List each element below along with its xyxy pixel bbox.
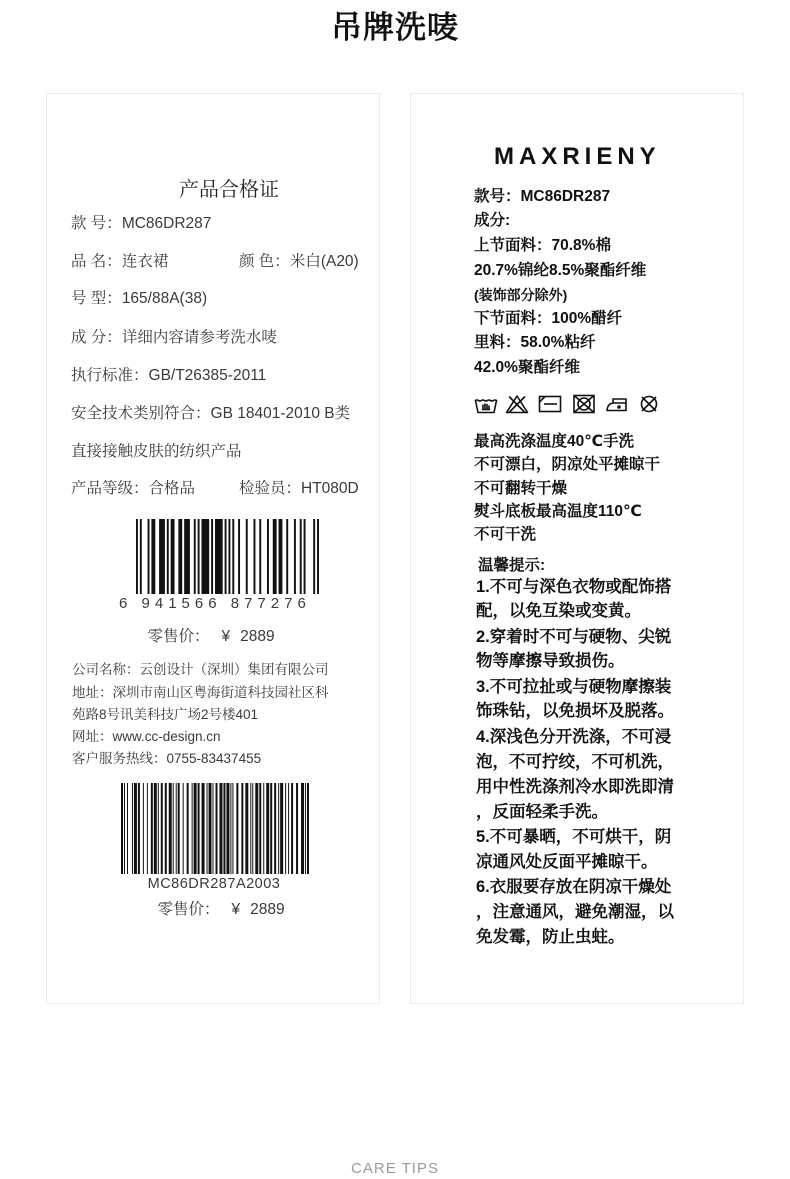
size-label: 号 型： [71, 290, 122, 307]
barcode-bar [207, 783, 208, 874]
barcode-bar [241, 783, 243, 874]
retail-price-amount: 2889 [240, 628, 275, 645]
tip-line: 泡，不可拧绞，不可机洗， [476, 753, 674, 771]
barcode-bar [136, 519, 138, 594]
size-value: 165/88A(38) [121, 290, 208, 307]
barcode-bar [138, 783, 140, 874]
safety-value: GB 18401-2010 B类 [210, 405, 351, 422]
sku-code: MC86DR287A2003 [147, 876, 281, 892]
barcode-bar [254, 519, 256, 594]
page-title: 吊牌洗唛 [331, 10, 459, 45]
barcode-bar [151, 783, 153, 874]
retail-price-2 [47, 900, 381, 920]
barcode-bar [280, 783, 283, 874]
tip-line: 2.穿着时不可与硬物、尖锐 [476, 628, 672, 646]
ean-digits: 6 941566 877276 [119, 595, 311, 612]
barcode-bar [215, 519, 223, 594]
currency-symbol: ¥ [221, 628, 231, 645]
composition-value: 详细内容请参考洗水唛 [121, 329, 277, 346]
company-hotline: 0755-83437455 [166, 751, 262, 766]
barcode-bar [259, 783, 261, 874]
barcode-bar [285, 783, 286, 874]
tip-line: 3.不可拉扯或与硬物摩擦装 [476, 678, 672, 696]
barcode-bar [154, 783, 157, 874]
barcode-bar [209, 783, 212, 874]
care-instruction: 熨斗底板最高温度110℃ [474, 503, 642, 520]
tip-line: 配，以免互染或变黄。 [476, 602, 641, 620]
barcode-bar [215, 783, 217, 874]
brand-logo: MAXRIENY [494, 143, 661, 170]
barcode-bar [223, 783, 225, 874]
barcode-bar [121, 783, 123, 874]
barcode-bar [159, 519, 165, 594]
care-instruction: 不可漂白，阴凉处平摊晾干 [474, 456, 661, 473]
barcode-bar [192, 783, 193, 874]
composition-line: 42.0%聚酯纤维 [474, 359, 580, 376]
composition-line: 下节面料：100%醋纤 [474, 310, 623, 327]
barcode-bar [291, 783, 293, 874]
tip-line: ，注意通风，避免潮湿，以 [476, 903, 674, 921]
inspector-label: 检验员： [239, 480, 302, 497]
barcode-bar [211, 519, 213, 594]
barcode-bar [266, 783, 269, 874]
company-website: www.cc-design.cn [112, 729, 221, 744]
barcode-bar [151, 519, 155, 594]
care-instruction: 不可翻转干燥 [474, 480, 568, 497]
barcode-bar [198, 519, 200, 594]
hang-tag-card [46, 93, 380, 1004]
barcode-bar [236, 783, 238, 874]
style-number-row [71, 214, 211, 234]
barcode-bar [286, 519, 288, 594]
barcode-bar [230, 783, 231, 874]
color-value: 米白(A20) [289, 253, 359, 270]
color-label: 颜 色： [239, 253, 290, 270]
care-instruction: 最高洗涤温度40℃手洗 [474, 433, 635, 450]
company-website-label: 网址： [72, 729, 113, 744]
barcode-bar [198, 783, 200, 874]
composition-line: 20.7%锦纶8.5%聚酯纤维 [474, 262, 647, 279]
barcode-bar [278, 783, 279, 874]
barcode-bar [169, 783, 172, 874]
safety-row [71, 404, 350, 424]
care-tips-heading: CARE TIPS [351, 1160, 439, 1177]
barcode-bar [294, 519, 296, 594]
composition-line: 里料：58.0%粘纤 [474, 334, 596, 351]
name-color-row [71, 252, 371, 272]
composition-line: 上节面料：70.8%棉 [474, 237, 611, 254]
barcode-bar [171, 519, 175, 594]
tip-line: 免发霉，防止虫蛀。 [476, 928, 625, 946]
size-row [71, 289, 207, 309]
barcode-bar [238, 519, 240, 594]
retail-price-label: 零售价： [147, 628, 210, 645]
retail-price-2-amount: 2889 [250, 901, 285, 918]
inspector-value: HT080D [301, 480, 359, 497]
currency-symbol: ¥ [231, 901, 241, 918]
barcode-bar [194, 783, 197, 874]
barcode-bar [132, 783, 133, 874]
barcode-bar [263, 783, 264, 874]
grade-label: 产品等级： [71, 480, 149, 497]
iron-low-icon [605, 394, 629, 414]
company-address-label: 地址： [72, 685, 113, 700]
company-name-label: 公司名称： [72, 662, 140, 677]
tip-line: 饰珠钻，以免损坏及脱落。 [476, 702, 674, 720]
company-name: 云创设计（深圳）集团有限公司 [139, 662, 329, 677]
barcode-bar [202, 783, 205, 874]
barcode-bar [183, 783, 184, 874]
barcode-bar [213, 783, 214, 874]
tip-line: 4.深浅色分开洗涤，不可浸 [476, 728, 672, 746]
no-tumble-dry-icon [572, 394, 596, 414]
sku-barcode [121, 783, 309, 874]
grade-value: 合格品 [148, 480, 196, 497]
barcode-bar [201, 519, 209, 594]
barcode-bar [225, 519, 227, 594]
ean-barcode [136, 519, 319, 594]
product-name-label: 品 名： [71, 253, 122, 270]
composition-label: 成 分： [71, 329, 122, 346]
care-style-number: 款号：MC86DR287 [474, 188, 611, 205]
standard-row [71, 366, 266, 386]
dry-flat-shade-icon [538, 394, 562, 414]
product-name-value: 连衣裙 [121, 253, 169, 270]
company-website-row [72, 728, 221, 746]
hang-tag-heading: 产品合格证 [179, 179, 279, 201]
barcode-bar [158, 783, 159, 874]
tip-line: 1.不可与深色衣物或配饰搭 [476, 578, 672, 596]
retail-price [47, 627, 381, 647]
barcode-bar [134, 783, 137, 874]
tip-line: ，反面轻柔手洗。 [476, 803, 608, 821]
company-hotline-label: 客户服务热线： [72, 751, 167, 766]
no-dry-clean-icon [637, 394, 661, 414]
grade-inspector-row [71, 479, 371, 499]
barcode-bar [246, 519, 248, 594]
barcode-bar [307, 783, 309, 874]
barcode-bar [300, 519, 302, 594]
standard-value: GB/T26385-2011 [148, 367, 267, 384]
barcode-bar [187, 783, 189, 874]
barcode-bar [147, 783, 148, 874]
style-number-value: MC86DR287 [121, 215, 212, 232]
hand-wash-icon [474, 394, 498, 414]
company-address-row [72, 684, 329, 702]
barcode-bar [270, 783, 272, 874]
barcode-bar [178, 519, 182, 594]
company-hotline-row [72, 750, 261, 768]
standard-label: 执行标准： [71, 367, 149, 384]
barcode-bar [167, 519, 169, 594]
barcode-bar [232, 783, 233, 874]
barcode-bar [267, 519, 269, 594]
barcode-bar [259, 519, 261, 594]
barcode-bar [232, 519, 234, 594]
barcode-bar [124, 783, 125, 874]
no-bleach-icon [505, 394, 529, 414]
barcode-bar [161, 783, 163, 874]
barcode-bar [250, 783, 251, 874]
care-label-card [410, 93, 744, 1004]
company-name-row [72, 661, 329, 679]
barcode-bar [304, 519, 306, 594]
barcode-bar [317, 519, 319, 594]
tip-line: 物等摩擦导致损伤。 [476, 652, 625, 670]
barcode-bar [176, 783, 177, 874]
style-number-label: 款 号： [71, 215, 122, 232]
barcode-bar [305, 783, 306, 874]
barcode-bar [165, 783, 167, 874]
tip-line: 凉通风处反面平摊晾干。 [476, 853, 658, 871]
barcode-bar [296, 783, 298, 874]
barcode-bar [279, 519, 283, 594]
safety-note: 直接接触皮肤的纺织产品 [71, 443, 242, 460]
retail-price-2-label: 零售价： [157, 901, 220, 918]
barcode-bar [252, 783, 253, 874]
tips-title: 温馨提示: [478, 557, 546, 574]
company-address-line2: 苑路8号讯美科技广场2号楼401 [72, 707, 259, 722]
barcode-bar [301, 783, 304, 874]
composition-title: 成分: [474, 212, 511, 229]
color-field [239, 252, 359, 272]
composition-line: (装饰部分除外) [474, 287, 568, 303]
barcode-bar [274, 783, 276, 874]
barcode-bar [173, 783, 174, 874]
barcode-bar [194, 519, 196, 594]
barcode-bar [313, 519, 315, 594]
barcode-bar [184, 519, 190, 594]
barcode-bar [143, 783, 144, 874]
barcode-bar [255, 783, 258, 874]
barcode-bar [219, 783, 222, 874]
barcode-bar [245, 783, 248, 874]
barcode-bar [226, 783, 229, 874]
safety-label: 安全技术类别符合： [71, 405, 211, 422]
company-address-line1: 深圳市南山区粤海街道科技园社区科 [112, 685, 329, 700]
tip-line: 6.衣服要存放在阴凉干燥处 [476, 878, 672, 896]
barcode-bar [140, 519, 142, 594]
barcode-bar [273, 519, 277, 594]
barcode-bar [127, 783, 128, 874]
barcode-bar [288, 783, 289, 874]
tip-line: 用中性洗涤剂冷水即洗即清 [476, 778, 674, 796]
inspector-field [239, 479, 359, 499]
care-instruction: 不可干洗 [474, 526, 537, 543]
tip-line: 5.不可暴晒，不可烘干，阴 [476, 828, 672, 846]
composition-row [71, 328, 277, 348]
barcode-bar [228, 519, 230, 594]
barcode-bar [148, 519, 150, 594]
barcode-bar [178, 783, 180, 874]
